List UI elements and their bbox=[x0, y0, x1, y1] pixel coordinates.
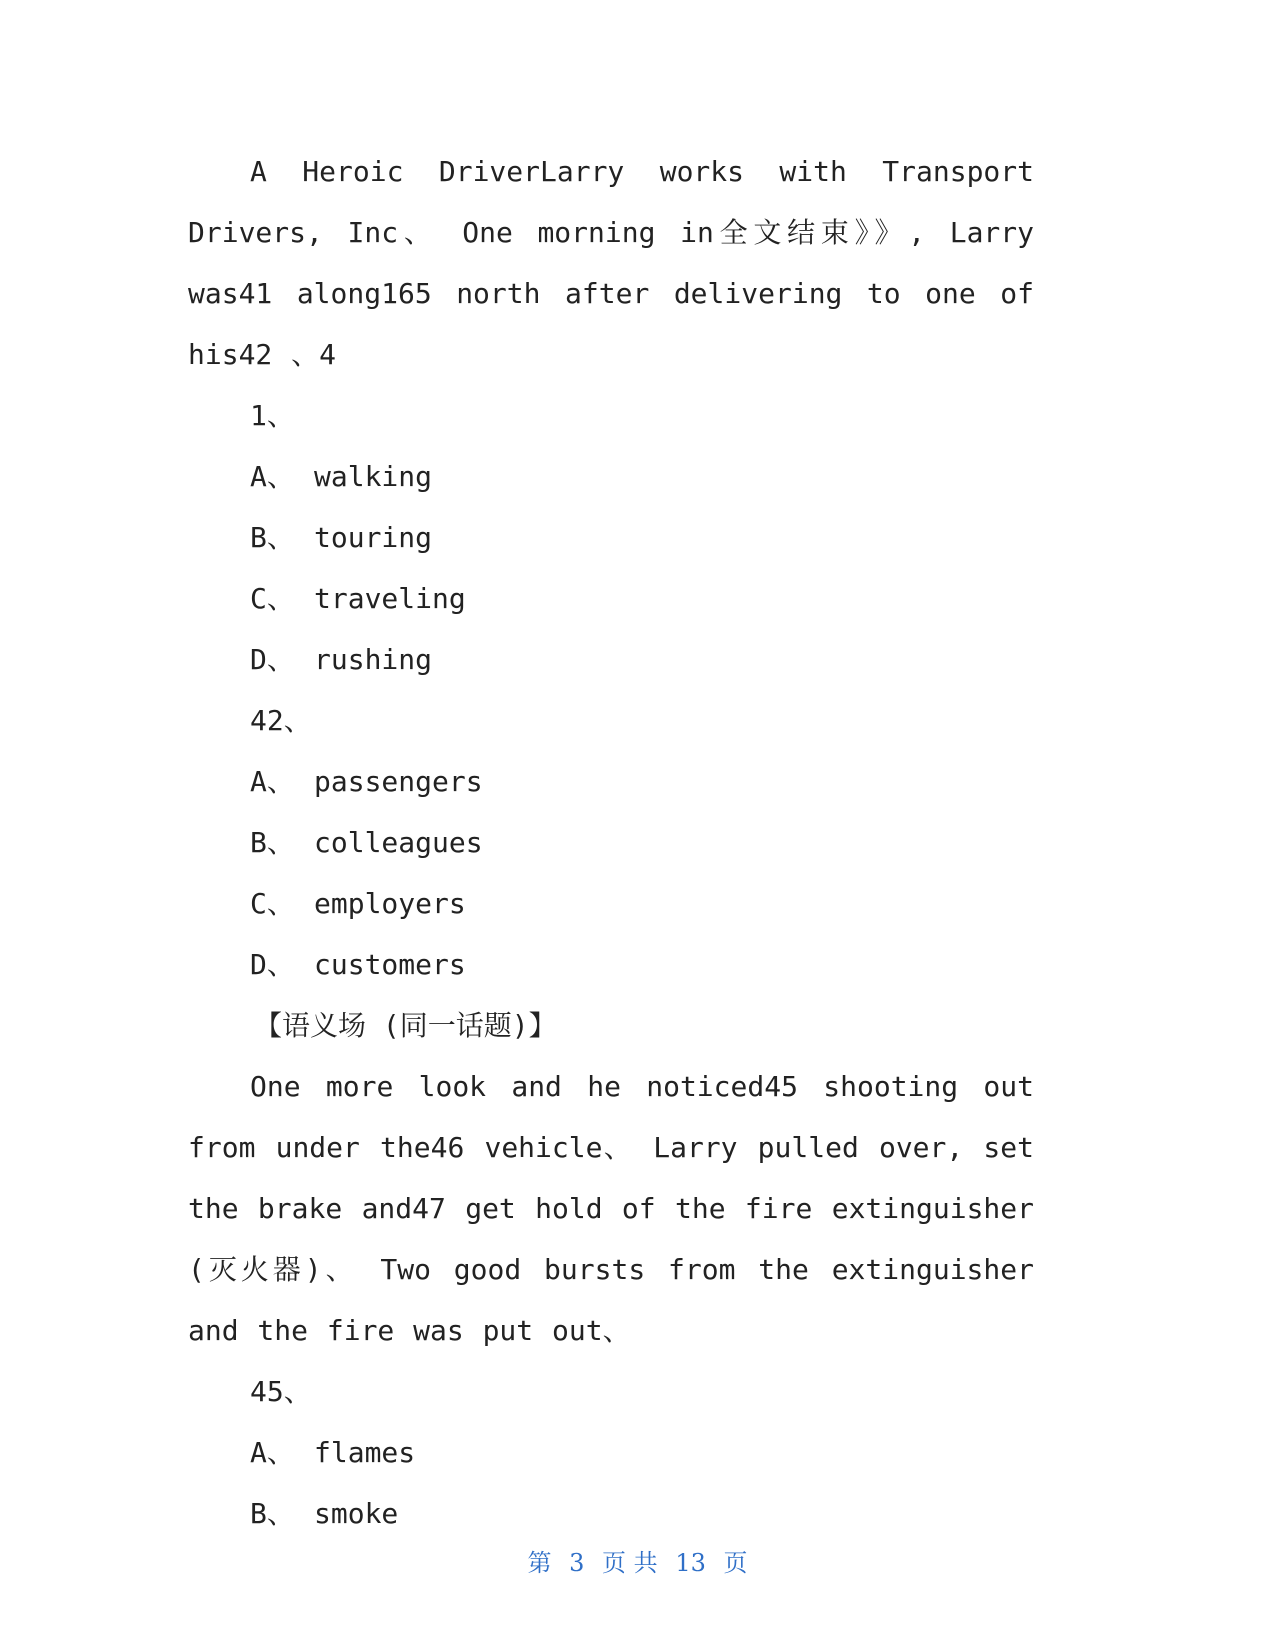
footer-prefix: 第 bbox=[527, 1549, 552, 1577]
option-text: rushing bbox=[314, 643, 433, 676]
question-42-option-d bbox=[188, 934, 1034, 995]
footer-current-page: 3 bbox=[569, 1549, 585, 1577]
page-footer bbox=[0, 1543, 1275, 1578]
question-42-option-a bbox=[188, 751, 1034, 812]
question-1-option-a bbox=[188, 446, 1034, 507]
section-tag: 【语义场 (同一话题)】 bbox=[254, 1009, 557, 1042]
option-letter: A、 bbox=[250, 765, 295, 798]
question-number-1: 1、 bbox=[250, 399, 295, 432]
question-number-45: 45、 bbox=[250, 1375, 312, 1408]
option-letter: A、 bbox=[250, 1436, 295, 1469]
question-1-option-d bbox=[188, 629, 1034, 690]
option-text: touring bbox=[314, 521, 433, 554]
question-45-option-b bbox=[188, 1483, 1034, 1544]
option-letter: C、 bbox=[250, 582, 295, 615]
option-text: traveling bbox=[314, 582, 466, 615]
option-text: flames bbox=[314, 1436, 416, 1469]
footer-total-pages: 13 bbox=[675, 1549, 706, 1577]
option-text: employers bbox=[314, 887, 466, 920]
option-letter: A、 bbox=[250, 460, 295, 493]
question-1-option-c bbox=[188, 568, 1034, 629]
option-text: walking bbox=[314, 460, 433, 493]
option-text: colleagues bbox=[314, 826, 483, 859]
option-text: smoke bbox=[314, 1497, 399, 1530]
question-45-option-a bbox=[188, 1422, 1034, 1483]
option-letter: B、 bbox=[250, 521, 295, 554]
footer-middle: 页 共 bbox=[602, 1549, 658, 1577]
footer-suffix: 页 bbox=[723, 1549, 748, 1577]
option-letter: C、 bbox=[250, 887, 295, 920]
document-body bbox=[188, 141, 1034, 1544]
question-number-42: 42、 bbox=[250, 704, 312, 737]
option-letter: D、 bbox=[250, 948, 295, 981]
question-42-option-b bbox=[188, 812, 1034, 873]
question-1-option-b bbox=[188, 507, 1034, 568]
option-letter: B、 bbox=[250, 1497, 295, 1530]
passage-paragraph-2: One more look and he noticed45 shooting out from under the46 vehicle、 Larry pulled over, set the brake and47 get hold of the fire extinguisher (灭火器)、 Two good bursts from the extinguisher and the fire was put out、 bbox=[188, 1070, 1034, 1347]
option-text: customers bbox=[314, 948, 466, 981]
option-text: passengers bbox=[314, 765, 483, 798]
question-42-option-c bbox=[188, 873, 1034, 934]
option-letter: D、 bbox=[250, 643, 295, 676]
passage-paragraph-1: A Heroic DriverLarry works with Transport Drivers, Inc、 One morning in全文结束》》, Larry was41 along165 north after delivering to one of his42 、4 bbox=[188, 155, 1034, 371]
option-letter: B、 bbox=[250, 826, 295, 859]
